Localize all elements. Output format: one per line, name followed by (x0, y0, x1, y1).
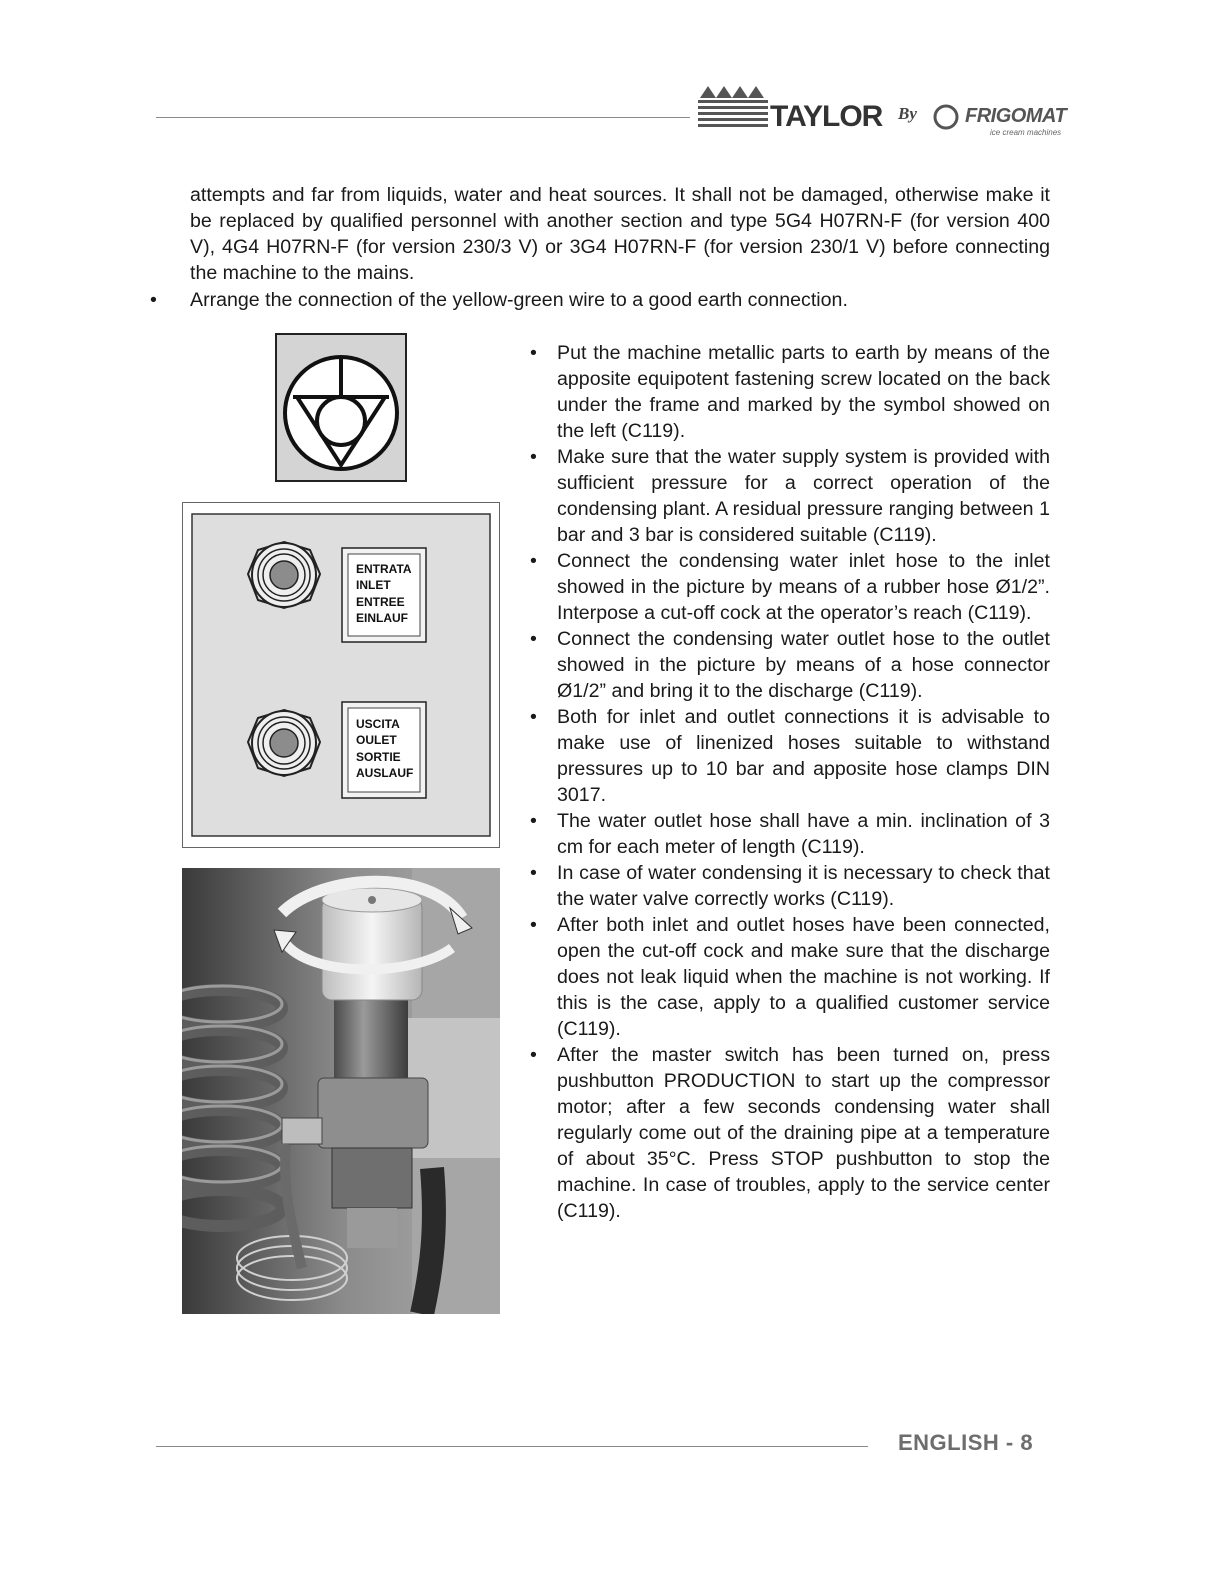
inlet-plate-line-1: ENTRATA (356, 562, 412, 576)
bullet-glyph: • (530, 914, 537, 936)
bullet-glyph: • (530, 628, 537, 650)
list-item-text: The water outlet hose shall have a min. inclination of 3 cm for each meter of length (C119). (557, 810, 1050, 858)
list-item-text: In case of water condensing it is necessary to check that the water valve correctly works (C119). (557, 862, 1050, 910)
list-item-text: Make sure that the water supply system is provided with sufficient pressure for a correct operation of the condensing plant. A residual pressure ranging between 1 bar and 3 bar is considered suitable (C119). (557, 446, 1050, 546)
list-item (520, 444, 1050, 548)
list-item-text: Connect the condensing water inlet hose to the inlet showed in the picture by means of a rubber hose Ø1/2”. Interpose a cut-off cock at the operator’s reach (C119). (557, 550, 1050, 624)
list-item (520, 1042, 1050, 1224)
bullet-glyph: • (530, 550, 537, 572)
footer-rule (156, 1446, 868, 1447)
outlet-fitting-icon (248, 710, 320, 776)
list-item (520, 912, 1050, 1042)
installation-bullet-list (520, 340, 1050, 1224)
equipotential-symbol-icon (275, 333, 407, 482)
bullet-glyph: • (530, 810, 537, 832)
earth-bullet-text: Arrange the connection of the yellow-green wire to a good earth connection. (190, 289, 848, 311)
bullet-glyph: • (530, 446, 537, 468)
list-item-text: Connect the condensing water outlet hose to the outlet showed in the picture by means of a hose connector Ø1/2” and bring it to the discharge (C119). (557, 628, 1050, 702)
water-valve-photo (182, 868, 500, 1314)
continuation-paragraph: attempts and far from liquids, water and heat sources. It shall not be damaged, otherwise make it be replaced by qualified personnel with another section and type 5G4 H07RN-F (for version 400 V), 4G4 H07RN-F (for version 230/3 V) or 3G4 H07RN-F (for version 230/1 V) before connecting the machine to the mains. (190, 184, 1050, 284)
inlet-plate-line-4: EINLAUF (356, 611, 408, 625)
brand-by: By (898, 104, 917, 123)
inlet-plate-line-3: ENTREE (356, 595, 405, 609)
brand-name: TAYLOR (770, 100, 883, 133)
list-item (520, 626, 1050, 704)
outlet-plate-line-3: SORTIE (356, 750, 401, 764)
list-item-text: Both for inlet and outlet connections it is advisable to make use of linenized hoses suitable to withstand pressures up to 10 bar and apposite hose clamps DIN 3017. (557, 706, 1050, 806)
inlet-plate-line-2: INLET (356, 578, 391, 592)
header-rule (156, 117, 690, 118)
outlet-plate-line-4: AUSLAUF (356, 766, 414, 780)
bullet-glyph: • (150, 289, 157, 311)
partner-name: FRIGOMAT (965, 105, 1067, 127)
list-item (520, 548, 1050, 626)
list-item-text: After both inlet and outlet hoses have been connected, open the cut-off cock and make sure that the discharge does not leak liquid when the machine is not working. If this is the case, apply to a qualified customer service (C119). (557, 914, 1050, 1040)
list-item-text: After the master switch has been turned on, press pushbutton PRODUCTION to start up the compressor motor; after a few seconds condensing water shall regularly come out of the draining pipe at a temperature of about 35°C. Press STOP pushbutton to stop the machine. In case of troubles, apply to the service center (C119). (557, 1044, 1050, 1222)
bullet-glyph: • (530, 862, 537, 884)
list-item (520, 340, 1050, 444)
list-item-text: Put the machine metallic parts to earth by means of the apposite equipotent fastening screw located on the back under the frame and marked by the symbol showed on the left (C119). (557, 342, 1050, 442)
water-connections-figure (182, 502, 500, 848)
bullet-glyph: • (530, 706, 537, 728)
outlet-plate-line-1: USCITA (356, 717, 400, 731)
outlet-plate-line-2: OULET (356, 733, 397, 747)
page-number: ENGLISH - 8 (898, 1430, 1034, 1455)
list-item (520, 704, 1050, 808)
bullet-glyph: • (530, 342, 537, 364)
bullet-glyph: • (530, 1044, 537, 1066)
inlet-fitting-icon (248, 542, 320, 608)
list-item (520, 860, 1050, 912)
partner-tagline: ice cream machines (990, 128, 1062, 137)
list-item (520, 808, 1050, 860)
